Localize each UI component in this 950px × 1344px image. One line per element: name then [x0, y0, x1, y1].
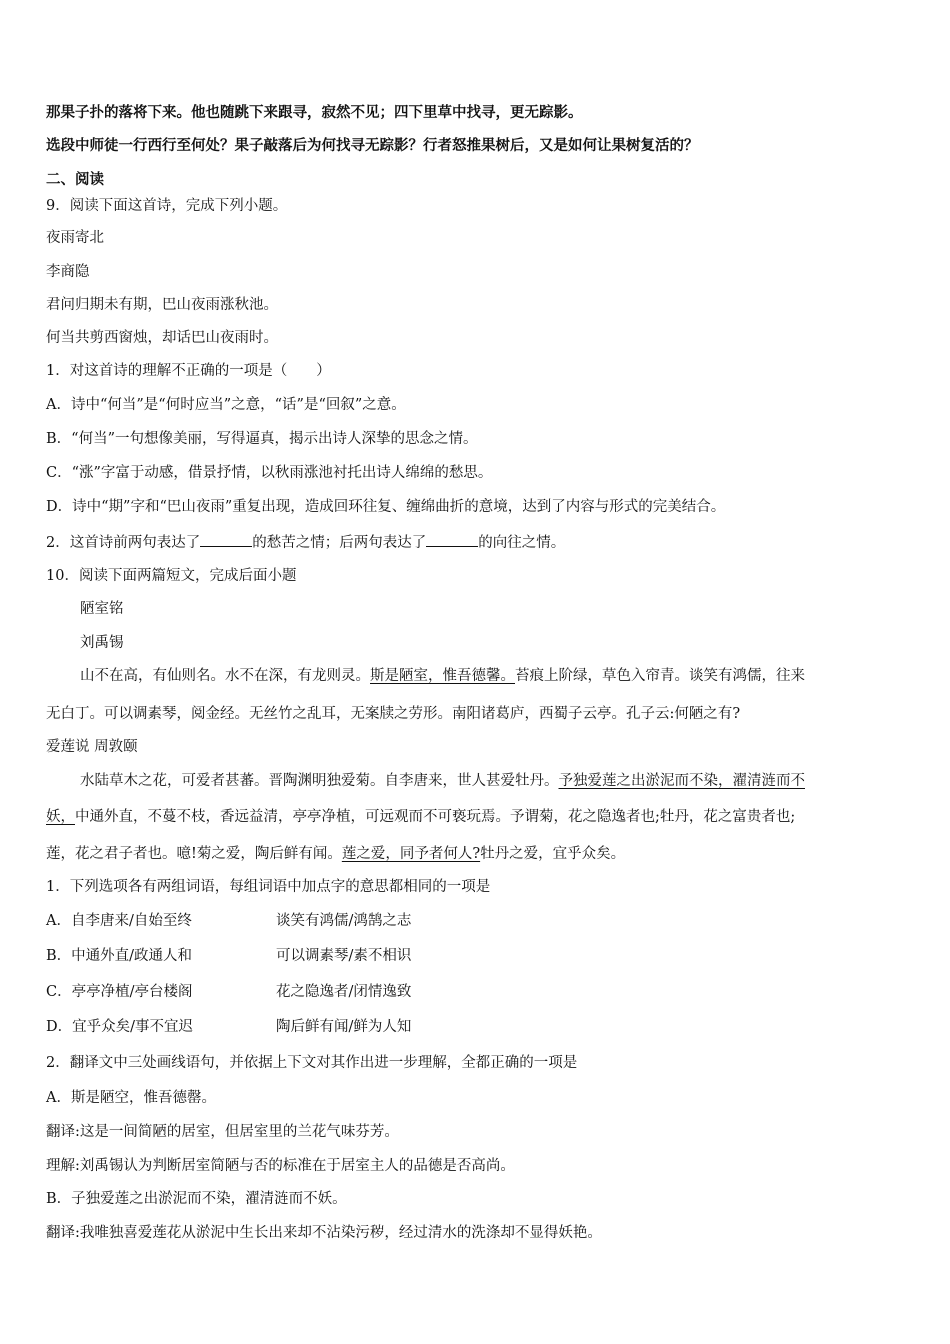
essay2-text: 中通外直，不蔓不枝，香远益清，亭亭净植，可远观而不可亵玩焉。予谓菊，花之隐逸者也;牡丹，花之富贵者也; — [75, 809, 796, 825]
q10-sub1-stem: 1．下列选项各有两组词语，每组词语中加点字的意思都相同的一项是 — [46, 879, 491, 895]
poem-title: 夜雨寄北 — [46, 230, 104, 246]
q9-option-b: B．“何当”一句想像美丽，写得逼真，揭示出诗人深挚的思念之情。 — [46, 431, 478, 447]
q9-sub2-fill-blank — [46, 532, 565, 553]
essay1-text: 山不在高，有仙则名。水不在深，有龙则灵。 — [80, 668, 370, 684]
essay2-text: 水陆草木之花，可爱者甚蕃。晋陶渊明独爱菊。自李唐来，世人甚爱牡丹。 — [80, 773, 559, 789]
option-a-group-2: 谈笑有鸿儒/鸿鹄之志 — [276, 913, 412, 929]
essay2-paragraph-line-1 — [80, 771, 805, 791]
q10-option-d — [46, 1017, 746, 1037]
q9-sub2-part1: 2．这首诗前两句表达了 — [46, 535, 201, 551]
story-excerpt-line: 那果子扑的落将下来。他也随跳下来跟寻，寂然不见；四下里草中找寻，更无踪影。 — [46, 104, 583, 121]
q10-option-c — [46, 982, 746, 1002]
section-heading-reading: 二、阅读 — [46, 171, 104, 188]
poem-line-1: 君问归期未有期，巴山夜雨涨秋池。 — [46, 297, 278, 313]
q10-sub2-stem: 2．翻译文中三处画线语句，并依据上下文对其作出进一步理解，全都正确的一项是 — [46, 1055, 578, 1071]
answer-blank-1[interactable] — [200, 532, 252, 547]
q10-sub2-option-b: B．子独爱莲之出淤泥而不染，濯清涟而不妖。 — [46, 1191, 347, 1207]
q9-option-c: C．“涨”字富于动感，借景抒情，以秋雨涨池衬托出诗人绵绵的愁思。 — [46, 465, 493, 481]
underlined-sentence-2-end: 妖， — [46, 809, 75, 825]
question-10-title: 10．阅读下面两篇短文，完成后面小题 — [46, 568, 297, 584]
option-a-understanding: 理解:刘禹锡认为判断居室简陋与否的标准在于居室主人的品德是否高尚。 — [46, 1158, 515, 1174]
essay1-paragraph-line-2: 无白丁。可以调素琴，阅金经。无丝竹之乱耳，无案牍之劳形。南阳诸葛庐，西蜀子云亭。孔子云:何陋之有? — [46, 706, 741, 722]
q9-option-a: A．诗中“何当”是“何时应当”之意，“话”是“回叙”之意。 — [46, 397, 406, 413]
q9-option-d: D．诗中“期”字和“巴山夜雨”重复出现，造成回环往复、缠绵曲折的意境，达到了内容与形式的完美结合。 — [46, 499, 726, 515]
option-b-group-2: 可以调素琴/素不相识 — [276, 948, 412, 964]
option-a-group-1: A．自李唐来/自始至终 — [46, 913, 192, 929]
essay1-title: 陋室铭 — [80, 601, 124, 617]
poem-author: 李商隐 — [46, 264, 90, 280]
essay2-paragraph-line-2 — [46, 807, 795, 827]
question-8-prompt: 选段中师徒一行西行至何处？果子敲落后为何找寻无踪影？行者怒推果树后，又是如何让果树复活的？ — [46, 137, 699, 154]
q9-sub1-stem: 1．对这首诗的理解不正确的一项是（ ） — [46, 363, 331, 379]
essay2-paragraph-line-3 — [46, 844, 625, 864]
option-a-translation: 翻译:这是一间简陋的居室，但居室里的兰花气味芬芳。 — [46, 1124, 399, 1140]
q9-sub2-part3: 的向往之情。 — [478, 535, 566, 551]
answer-blank-2[interactable] — [426, 532, 478, 547]
option-b-translation: 翻译:我唯独喜爱莲花从淤泥中生长出来却不沾染污秽，经过清水的洗涤却不显得妖艳。 — [46, 1225, 602, 1241]
option-d-group-1: D．宜乎众矣/事不宜迟 — [46, 1019, 194, 1035]
q10-option-b — [46, 946, 746, 966]
essay2-text: 牡丹之爱，宜乎众矣。 — [480, 846, 626, 862]
essay2-text: 莲，花之君子者也。噫!菊之爱，陶后鲜有闻。 — [46, 846, 342, 862]
essay1-paragraph-line-1 — [80, 666, 805, 686]
essay1-author: 刘禹锡 — [80, 635, 124, 651]
option-d-group-2: 陶后鲜有闻/鲜为人知 — [276, 1019, 412, 1035]
question-9-title: 9．阅读下面这首诗，完成下列小题。 — [46, 198, 288, 214]
q10-sub2-option-a: A．斯是陋空，惟吾德罄。 — [46, 1090, 216, 1106]
option-b-group-1: B．中通外直/政通人和 — [46, 948, 193, 964]
q9-sub2-part2: 的愁苦之情；后两句表达了 — [252, 535, 427, 551]
q10-option-a — [46, 911, 746, 931]
option-c-group-1: C．亭亭净植/亭台楼阁 — [46, 984, 193, 1000]
option-c-group-2: 花之隐逸者/闭情逸致 — [276, 984, 412, 1000]
poem-line-2: 何当共剪西窗烛，却话巴山夜雨时。 — [46, 330, 278, 346]
underlined-sentence-2: 予独爱莲之出淤泥而不染，濯清涟而不 — [558, 773, 805, 789]
underlined-sentence-3: 莲之爱，同予者何人? — [341, 846, 481, 862]
underlined-sentence-1: 斯是陋室，惟吾德馨。 — [370, 668, 515, 684]
essay2-title-author: 爱莲说 周敦颐 — [46, 739, 138, 755]
essay1-text: 苔痕上阶绿，草色入帘青。谈笑有鸿儒，往来 — [515, 668, 805, 684]
